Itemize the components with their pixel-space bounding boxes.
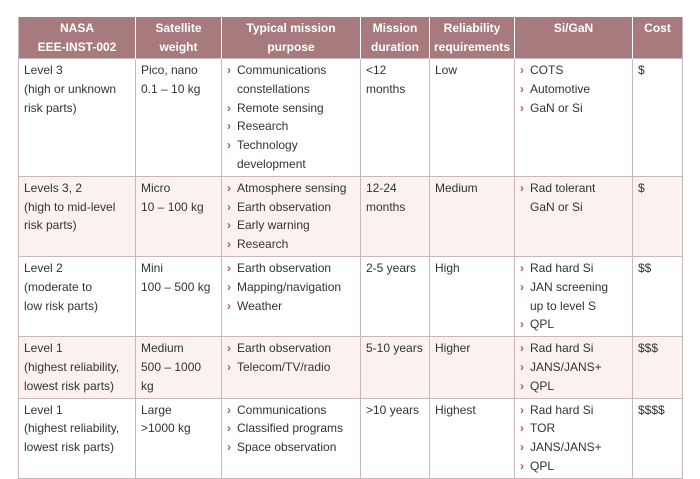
bullet-item [520,438,627,457]
cell-cost: $ [633,59,683,177]
cell-text-line: >1000 kg [141,421,191,436]
cell-satellite-weight [136,176,222,256]
cell-si-gan [515,256,633,336]
satellite-reliability-table [18,17,683,479]
chevron-right-icon: › [227,138,231,153]
chevron-right-icon: › [520,458,524,473]
cell-satellite-weight [136,59,222,177]
cell-cost: $$ [633,256,683,336]
chevron-right-icon: › [520,279,524,294]
bullet-text-line: Earth observation [237,260,332,275]
bullet-item [520,179,627,217]
cell-mission-purpose [222,256,361,336]
chevron-right-icon: › [520,317,524,332]
cell-text-line: 500 – 1000 kg [141,359,202,393]
cell-text-line: (highest reliability, [24,359,120,374]
bullet-text-line: Technology [237,138,298,153]
cell-text-line: risk parts) [24,218,77,233]
bullet-item [520,457,627,476]
chevron-right-icon: › [520,180,524,195]
bullet-text-line: Remote sensing [237,100,324,115]
bullet-text-line: Rad hard Si [530,402,594,417]
bullet-item [520,377,627,396]
table-row [19,256,683,336]
chevron-right-icon: › [227,421,231,436]
bullet-item [227,278,355,297]
cell-text-line: 10 – 100 kg [141,199,204,214]
bullet-item [227,339,355,358]
cell-mission-duration: <12 months [361,59,430,177]
bullet-text-line: Research [237,119,289,134]
cell-satellite-weight [136,398,222,478]
table-row [19,176,683,256]
header-text-line: Satellite [155,21,202,35]
cell-text-line: Level 1 [24,402,63,417]
cell-mission-duration: >10 years [361,398,430,478]
bullet-text-line: Communications [237,63,327,77]
cell-reliability: High [430,256,515,336]
chevron-right-icon: › [520,341,524,356]
bullet-item [227,61,355,99]
cell-si-gan [515,398,633,478]
cell-mission-duration: 5-10 years [361,337,430,398]
chevron-right-icon: › [227,218,231,233]
bullet-text-line: Space observation [237,440,337,455]
header-text-line: duration [371,40,419,54]
cell-text-line: Medium [141,341,184,356]
chevron-right-icon: › [520,63,524,77]
bullet-text-line: constellations [237,81,310,96]
cell-nasa-level [19,398,136,478]
chevron-right-icon: › [227,100,231,115]
chevron-right-icon: › [227,359,231,374]
bullet-item [227,401,355,420]
cell-text-line: Level 1 [24,341,63,356]
cell-si-gan [515,337,633,398]
cell-mission-purpose [222,398,361,478]
cell-cost: $$$ [633,337,683,398]
bullet-item [520,278,627,316]
header-text-line: Typical mission [246,21,336,35]
header-text-line: Si/GaN [553,21,594,35]
cell-text-line: 100 – 500 kg [141,279,211,294]
bullet-item [227,117,355,136]
cell-cost: $ [633,176,683,256]
cell-text-line: (moderate to [24,279,93,294]
cell-satellite-weight [136,337,222,398]
bullet-text-line: Atmosphere sensing [237,180,347,195]
cell-reliability: Medium [430,176,515,256]
bullet-item [520,61,627,80]
header-text-line: requirements [434,40,511,54]
cell-nasa-level [19,337,136,398]
bullet-text-line: JAN screening [530,279,609,294]
header-text-line: weight [159,40,198,54]
bullet-text-line: development [237,156,306,171]
bullet-item [227,297,355,316]
comparison-table-container [18,17,682,479]
cell-text-line: Large [141,402,172,417]
chevron-right-icon: › [520,378,524,393]
cell-mission-purpose [222,59,361,177]
bullet-text-line: Rad hard Si [530,260,594,275]
cell-text-line: lowest risk parts) [24,440,115,455]
bullet-item [520,315,627,334]
cell-mission-purpose [222,176,361,256]
bullet-text-line: GaN or Si [530,100,583,115]
cell-nasa-level [19,59,136,177]
header-text-line: EEE-INST-002 [37,40,117,54]
cell-si-gan [515,176,633,256]
bullet-item [227,235,355,254]
cell-satellite-weight [136,256,222,336]
bullet-text-line: Mapping/navigation [237,279,342,294]
cell-reliability: Higher [430,337,515,398]
cell-text-line: (high to mid-level [24,199,116,214]
table-header-row [19,17,683,59]
table-body [19,59,683,479]
bullet-item [520,401,627,420]
header-si-gan [515,17,633,59]
chevron-right-icon: › [227,119,231,134]
bullet-text-line: QPL [530,378,555,393]
bullet-text-line: Early warning [237,218,310,233]
chevron-right-icon: › [520,81,524,96]
header-text-line: Reliability [443,21,501,35]
chevron-right-icon: › [520,260,524,275]
bullet-item [227,179,355,198]
header-text-line: NASA [59,21,94,35]
bullet-item [227,99,355,118]
bullet-item [227,136,355,174]
cell-nasa-level [19,176,136,256]
cell-text-line: Level 2 [24,260,63,275]
cell-text-line: risk parts) [24,100,77,115]
chevron-right-icon: › [227,341,231,356]
chevron-right-icon: › [227,279,231,294]
cell-text-line: 0.1 – 10 kg [141,81,201,96]
bullet-text-line: COTS [530,63,564,77]
bullet-text-line: Telecom/TV/radio [237,359,331,374]
cell-text-line: lowest risk parts) [24,378,115,393]
bullet-item [227,438,355,457]
chevron-right-icon: › [520,421,524,436]
cell-reliability: Highest [430,398,515,478]
bullet-text-line: Automotive [530,81,591,96]
bullet-text-line: QPL [530,458,555,473]
bullet-item [227,419,355,438]
cell-mission-purpose [222,337,361,398]
header-nasa-level [19,17,136,59]
bullet-text-line: Communications [237,402,327,417]
cell-si-gan [515,59,633,177]
table-row [19,398,683,478]
header-mission-purpose [222,17,361,59]
chevron-right-icon: › [227,260,231,275]
bullet-item [520,99,627,118]
table-row [19,337,683,398]
header-text-line: purpose [267,40,315,54]
cell-mission-duration: 2-5 years [361,256,430,336]
cell-text-line: (high or unknown [24,81,117,96]
chevron-right-icon: › [520,359,524,374]
header-cost [633,17,683,59]
cell-mission-duration: 12-24 months [361,176,430,256]
bullet-item [520,259,627,278]
header-text-line: Mission [372,21,418,35]
chevron-right-icon: › [227,180,231,195]
header-mission-duration [361,17,430,59]
bullet-item [227,198,355,217]
chevron-right-icon: › [227,440,231,455]
bullet-item [520,80,627,99]
chevron-right-icon: › [520,440,524,455]
bullet-text-line: JANS/JANS+ [530,359,602,374]
cell-text-line: Micro [141,180,171,195]
cell-text-line: low risk parts) [24,298,99,313]
bullet-text-line: Rad hard Si [530,341,594,356]
cell-nasa-level [19,256,136,336]
header-reliability [430,17,515,59]
bullet-text-line: Classified programs [237,421,344,436]
bullet-item [227,358,355,377]
bullet-item [520,358,627,377]
bullet-text-line: QPL [530,317,555,332]
cell-text-line: Levels 3, 2 [24,180,83,195]
chevron-right-icon: › [227,199,231,214]
chevron-right-icon: › [520,100,524,115]
bullet-text-line: JANS/JANS+ [530,440,602,455]
cell-cost: $$$$ [633,398,683,478]
chevron-right-icon: › [227,63,231,77]
bullet-text-line: GaN or Si [530,199,583,214]
cell-text-line: Pico, nano [141,63,198,77]
bullet-text-line: Research [237,237,289,252]
chevron-right-icon: › [520,402,524,417]
chevron-right-icon: › [227,402,231,417]
bullet-text-line: Rad tolerant [530,180,596,195]
chevron-right-icon: › [227,237,231,252]
cell-text-line: Mini [141,260,164,275]
chevron-right-icon: › [227,298,231,313]
bullet-text-line: Earth observation [237,341,332,356]
bullet-item [520,339,627,358]
cell-text-line: (highest reliability, [24,421,120,436]
cell-text-line: Level 3 [24,63,63,77]
bullet-item [227,216,355,235]
bullet-text-line: Earth observation [237,199,332,214]
cell-reliability: Low [430,59,515,177]
bullet-item [520,419,627,438]
bullet-text-line: TOR [530,421,556,436]
bullet-text-line: Weather [237,298,283,313]
header-text-line: Cost [644,21,671,35]
header-satellite-weight [136,17,222,59]
bullet-item [227,259,355,278]
table-row [19,59,683,177]
bullet-text-line: up to level S [530,298,597,313]
